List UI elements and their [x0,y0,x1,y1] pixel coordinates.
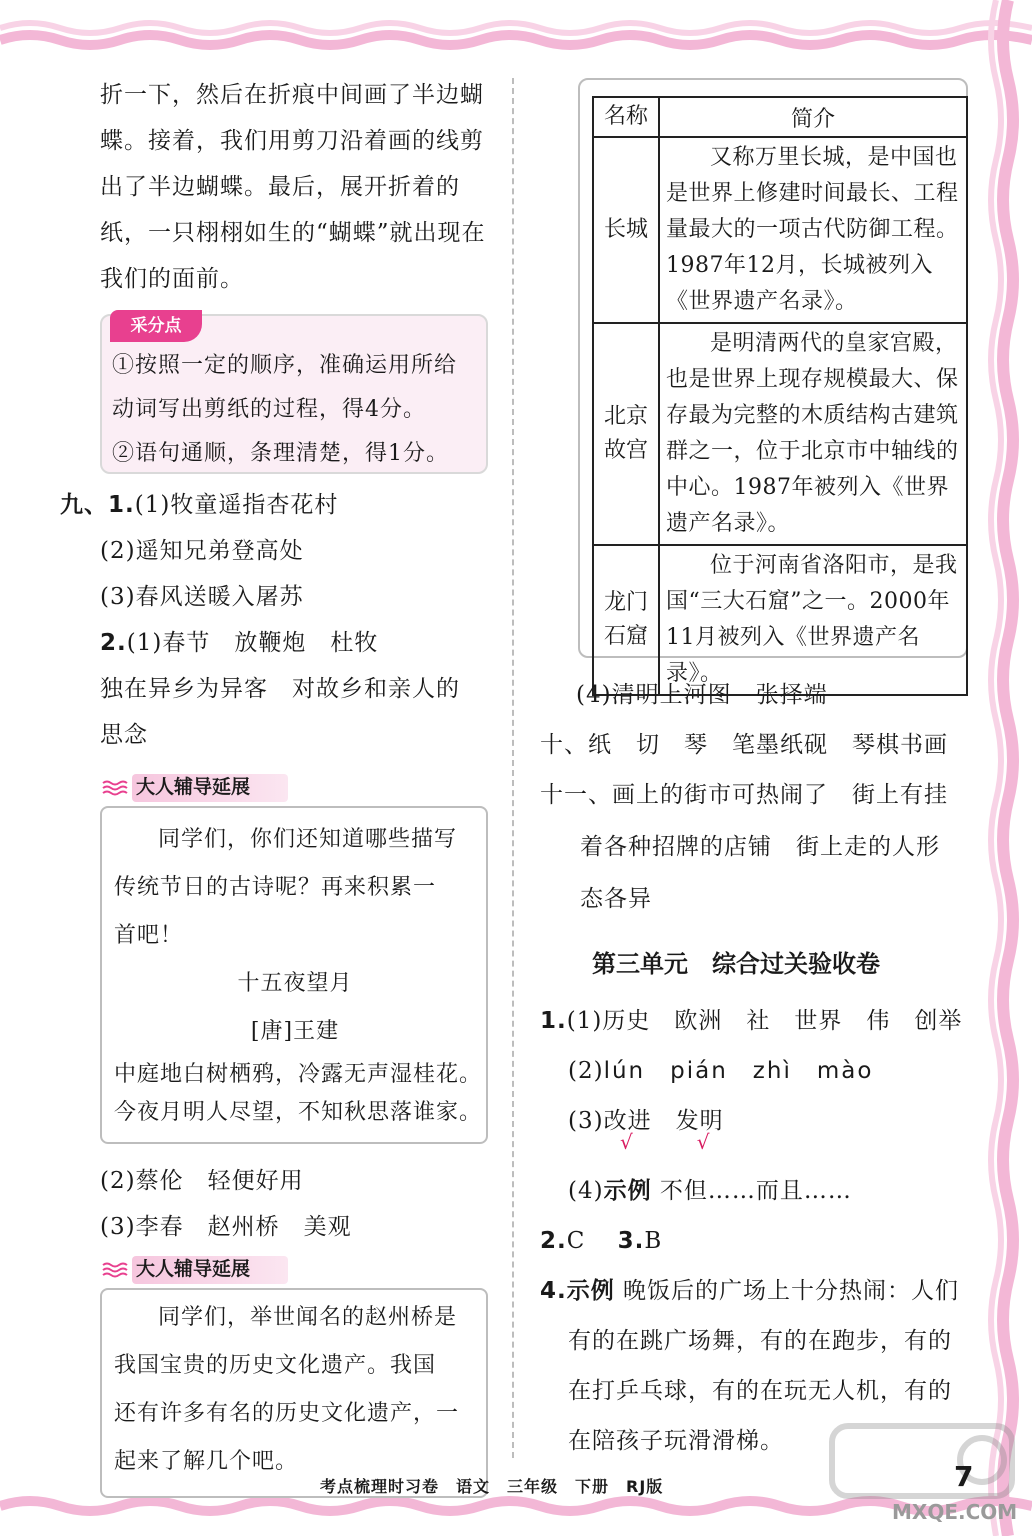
scoring-line: ①按照一定的顺序，准确运用所给 [112,353,458,378]
q9-more-line: (3)李春 赵州桥 美观 [100,1214,352,1240]
heritage-table-frame [578,78,968,686]
ext2-line: 起来了解几个吧。 [114,1449,299,1474]
essay-paragraph [100,72,492,302]
page-footer: 考点梳理时习卷 语文 三年级 下册 RJ版 [320,1477,664,1496]
frame-right-decoration [972,0,1032,1536]
essay-line: 出了半边蝴蝶。最后，展开折着的 [100,174,460,200]
a1-1: 1.(1)历史 欧洲 社 世界 伟 创举 [540,1008,963,1034]
essay-line: 蝶。接着，我们用剪刀沿着画的线剪 [100,128,484,154]
extension-header-2 [100,1252,492,1286]
poem-title: 十五夜望月 [237,971,353,996]
q11-line: 十一、画上的街市可热闹了 街上有挂 [540,782,948,808]
extension-title: 大人辅导延展 [136,1258,251,1280]
q9-item-2: (2)遥知兄弟登高处 [100,538,304,564]
q10-answer: 十、纸 切 琴 笔墨纸砚 琴棋书画 [540,732,948,758]
left-column [60,72,492,1498]
row-desc: 是明清两代的皇家宫殿，也是世界上现存规模最大、保存最为完整的木质结构古建筑群之一，位于北京市中轴线的中心。1987年被列入《世界遗产名录》。 [659,323,967,545]
a2-a3: 2.C 3.B [540,1228,663,1254]
frame-top-decoration [0,0,1032,60]
page-number: 7 [954,1460,974,1493]
q9-4-answer: (4)清明上河图 张择端 [576,682,828,708]
scoring-points-tag: 采分点 [110,310,202,342]
row-desc: 位于河南省洛阳市，是我国“三大石窟”之一。2000年11月被列入《世界遗产名录》。 [659,545,967,695]
scoring-points-box [100,314,488,474]
extension-title: 大人辅导延展 [136,776,251,798]
scoring-line: 动词写出剪纸的过程，得4分。 [112,397,426,422]
q9-2-line-3: 思念 [100,722,148,748]
q9-2-line-1: 2.(1)春节 放鞭炮 杜牧 [100,630,379,656]
q9-item-1: 九、1.(1)牧童遥指杏花村 [60,492,339,518]
table-header-row [593,97,967,137]
row-name: 龙门石窟 [593,545,659,695]
column-divider [512,78,514,1458]
ext2-line: 我国宝贵的历史文化遗产。我国 [114,1353,437,1378]
q9-item-3: (3)春风送暖入屠苏 [100,584,304,610]
poem-line: 今夜月明人尽望，不知秋思落谁家。 [114,1100,483,1125]
header-desc: 简介 [659,97,967,137]
question-9-more [100,1158,492,1250]
q9-2-line-2: 独在异乡为异客 对故乡和亲人的 [100,676,460,702]
header-name: 名称 [593,97,659,137]
watermark-text: MXQE.COM [892,1500,1018,1524]
essay-line: 我们的面前。 [100,266,244,292]
a4-line: 在陪孩子玩滑滑梯。 [568,1428,784,1454]
scoring-line: ②语句通顺，条理清楚，得1分。 [112,441,449,466]
q11-line: 态各异 [580,886,652,912]
ext1-line: 传统节日的古诗呢？再来积累一 [114,875,437,900]
a4-line: 4.示例 晚饭后的广场上十分热闹：人们 [540,1278,960,1304]
wave-icon [102,780,128,796]
poem-author: [唐]王建 [250,1019,340,1044]
extension-header-1 [100,770,492,804]
a1-4: (4)示例 不但……而且…… [568,1178,852,1204]
essay-line: 纸，一只栩栩如生的“蝴蝶”就出现在 [100,220,486,246]
poem-line: 中庭地白树栖鸦，冷露无声湿桂花。 [114,1062,483,1087]
question-9 [60,482,492,758]
wave-icon [102,1262,128,1278]
q11-line: 着各种招牌的店铺 街上走的人形 [580,834,940,860]
table-row [593,323,967,545]
q9-more-line: (2)蔡伦 轻便好用 [100,1168,304,1194]
check-marks: √ √ [620,1130,711,1154]
table-row [593,137,967,323]
unit-title: 第三单元 综合过关验收卷 [592,950,880,978]
ext2-line: 同学们，举世闻名的赵州桥是 [158,1305,458,1330]
row-name: 北京故宫 [593,323,659,545]
ext2-line: 还有许多有名的历史文化遗产，一 [114,1401,460,1426]
row-name: 长城 [593,137,659,323]
a4-line: 在打乒乓球，有的在玩无人机，有的 [568,1378,952,1404]
row-desc: 又称万里长城，是中国也是世界上修建时间最长、工程量最大的一项古代防御工程。1987年12月，长城被列入《世界遗产名录》。 [659,137,967,323]
ext1-line: 首吧！ [114,923,184,948]
a4-line: 有的在跳广场舞，有的在跑步，有的 [568,1328,952,1354]
a1-2: (2)lún pián zhì mào [568,1058,874,1084]
extension-box-2 [100,1288,488,1498]
right-column [540,672,970,1464]
heritage-table [592,96,968,696]
ext1-line: 同学们，你们还知道哪些描写 [158,827,458,852]
extension-box-1 [100,806,488,1144]
a1-3: (3)改进 发明 [568,1108,724,1134]
essay-line: 折一下，然后在折痕中间画了半边蝴 [100,82,484,108]
